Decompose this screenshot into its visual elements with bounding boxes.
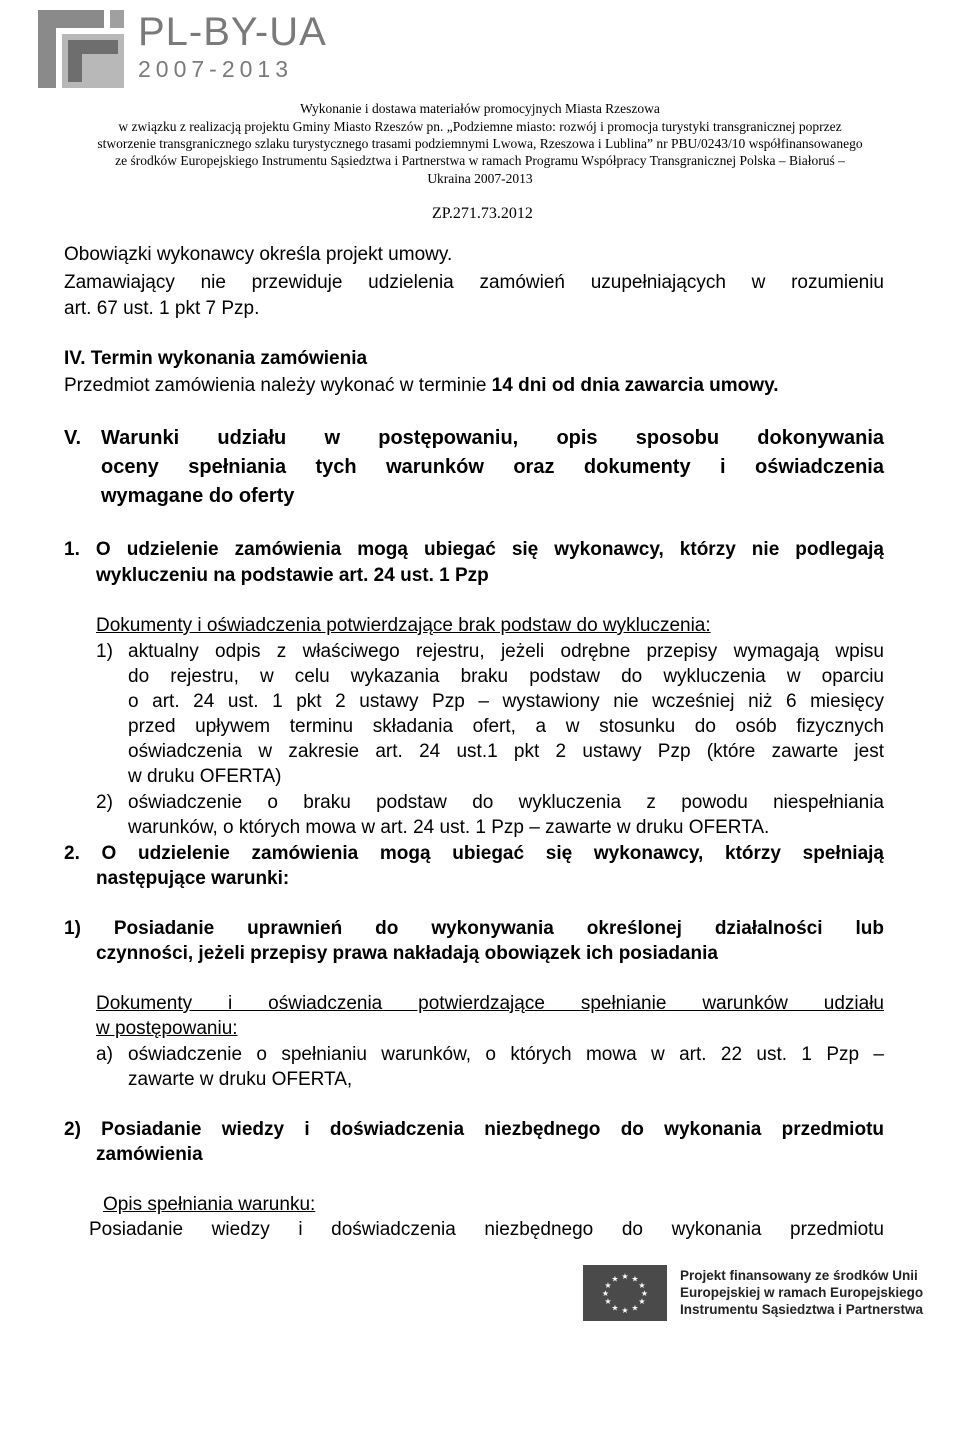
list-item: oświadczenia w zakresie art. 24 ust.1 pkt 2 ustawy Pzp (które zawarte jest [128,741,884,762]
list-item: zawarte w druku OFERTA, [128,1069,353,1090]
svg-text:★: ★ [621,1306,629,1315]
section-title: IV. Termin wykonania zamówienia [64,348,368,369]
list-number: 1) [96,641,113,662]
requirement-heading: 2) Posiadanie wiedzy i doświadczenia niezbędnego do wykonania przedmiotu [64,1119,884,1140]
svg-text:★: ★ [638,1297,646,1306]
paragraph: Przedmiot zamówienia należy wykonać w terminie 14 dni od dnia zawarcia umowy. [64,375,779,396]
svg-text:★: ★ [631,1274,639,1284]
svg-text:★: ★ [611,1274,619,1284]
reference-number: ZP.271.73.2012 [432,205,533,222]
program-logo-icon [32,6,130,92]
logo-title: PL-BY-UA [138,10,327,54]
list-item: aktualny odpis z właściwego rejestru, jeżeli odrębne przepisy wymagają wpisu [128,641,884,662]
section-number: V. [64,427,82,449]
header-line: Ukraina 2007-2013 [427,171,533,186]
svg-text:★: ★ [631,1303,639,1313]
list-item: przed upływem terminu składania ofert, a w stosunku do osób fizycznych [128,716,884,737]
condition-heading: 2. O udzielenie zamówienia mogą ubiegać się wykonawcy, którzy spełniają [64,843,884,864]
eu-funding-text: Projekt finansowany ze środków Unii [680,1268,918,1283]
condition-heading: następujące warunki: [96,868,290,889]
list-item: oświadczenie o spełnianiu warunków, o których mowa w art. 22 ust. 1 Pzp – [128,1044,884,1065]
list-number: a) [96,1044,113,1065]
condition-heading: 1. O udzielenie zamówienia mogą ubiegać się wykonawcy, którzy nie podlegają [64,539,884,560]
list-item: o art. 24 ust. 1 pkt 2 ustawy Pzp – wystawiony nie wcześniej niż 6 miesięcy [128,691,884,712]
list-item: warunków, o których mowa w art. 24 ust. 1 Pzp – zawarte w druku OFERTA. [128,817,770,838]
header-line: w związku z realizacją projektu Gminy Miasto Rzeszów pn. „Podziemne miasto: rozwój i promocja turystyki transgranicznej poprzez [118,119,842,134]
description-heading: Opis spełniania warunku: [103,1194,316,1215]
svg-text:★: ★ [604,1297,612,1306]
svg-text:★: ★ [611,1303,619,1313]
eu-funding-text: Instrumentu Sąsiedztwa i Partnerstwa [680,1302,924,1317]
header-line: Wykonanie i dostawa materiałów promocyjnych Miasta Rzeszowa [300,101,660,116]
header-line: stworzenie transgranicznego szlaku turystycznego trasami podziemnymi Lwowa, Rzeszowa i Lublina” nr PBU/0243/10 współfinansowanego [97,136,863,151]
section-title: wymagane do oferty [101,485,295,507]
list-item: do rejestru, w celu wykazania braku podstaw do wykluczenia w oparciu [128,666,884,687]
svg-text:★: ★ [604,1281,612,1290]
requirement-heading: 1) Posiadanie uprawnień do wykonywania określonej działalności lub [64,918,884,939]
paragraph: Zamawiający nie przewiduje udzielenia zamówień uzupełniających w rozumieniu [64,272,884,293]
eu-funding-text: Europejskiej w ramach Europejskiego [680,1285,924,1300]
section-title: Warunki udziału w postępowaniu, opis sposobu dokonywania [101,427,884,449]
list-item: w druku OFERTA) [128,766,282,787]
logo-years: 2007-2013 [138,56,293,82]
paragraph: Posiadanie wiedzy i doświadczenia niezbędnego do wykonania przedmiotu [89,1219,884,1240]
section-title: oceny spełniania tych warunków oraz dokumenty i oświadczenia [101,456,884,478]
svg-text:★: ★ [621,1272,629,1281]
requirement-heading: zamówienia [96,1144,203,1165]
svg-text:★: ★ [638,1281,646,1290]
documents-heading: Dokumenty i oświadczenia potwierdzające spełnianie warunków udziału [96,993,884,1014]
eu-flag-icon [583,1265,667,1321]
documents-heading: w postępowaniu: [96,1018,238,1039]
svg-text:★: ★ [640,1289,649,1298]
requirement-heading: czynności, jeżeli przepisy prawa nakładają obowiązek ich posiadania [96,943,718,964]
list-item: oświadczenie o braku podstaw do wykluczenia z powodu niespełniania [128,792,884,813]
condition-heading: wykluczeniu na podstawie art. 24 ust. 1 Pzp [96,565,489,586]
paragraph: Obowiązki wykonawcy określa projekt umowy. [64,244,453,265]
paragraph: art. 67 ust. 1 pkt 7 Pzp. [64,298,260,319]
list-number: 2) [96,792,113,813]
documents-heading: Dokumenty i oświadczenia potwierdzające brak podstaw do wykluczenia: [96,615,711,636]
header-line: ze środków Europejskiego Instrumentu Sąsiedztwa i Partnerstwa w ramach Programu Współpracy Transgranicznej Polska – Białoruś – [115,153,845,168]
svg-text:★: ★ [601,1289,610,1298]
